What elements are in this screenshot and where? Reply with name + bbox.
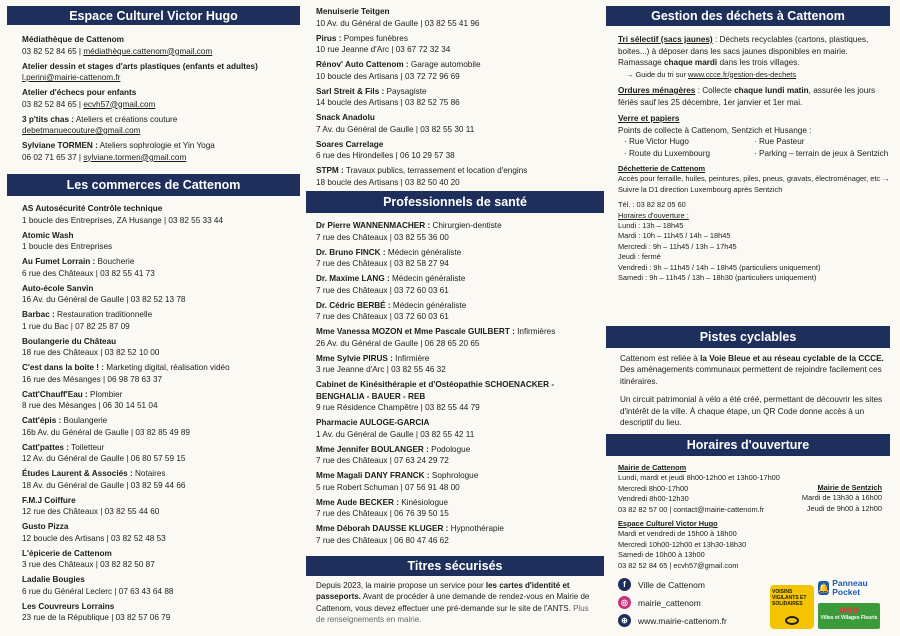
- list-item: [22, 34, 296, 57]
- entry-name: Dr. Cédric BERBÉ :: [316, 300, 391, 310]
- email-link[interactable]: médiathèque.cattenom@gmail.com: [83, 46, 213, 56]
- flowers-icon: ✿✿✿: [838, 606, 860, 615]
- hours-line: Mardi : 10h – 11h45 / 14h – 18h45: [618, 231, 731, 241]
- entry-detail: 03 82 52 84 65 | médiathèque.cattenom@gmail.com: [22, 46, 213, 56]
- entry-detail: 1 Av. du Général de Gaulle | 03 82 55 42 11: [316, 429, 475, 439]
- entry-detail: 23 rue de la République | 03 82 57 06 79: [22, 613, 171, 622]
- entry-detail: 18 rue des Châteaux | 03 82 52 10 00: [22, 348, 160, 357]
- entry-description: Ateliers sophrologie et Yin Yoga: [97, 141, 215, 150]
- list-item: [316, 165, 598, 188]
- entry-name: Gusto Pizza: [22, 522, 69, 531]
- entry-name: Boulangerie du Château: [22, 336, 117, 346]
- villes-fleuris-logo: ✿✿✿ Villes et Villages Fleuris: [818, 603, 880, 629]
- entry-detail: 1 boucle des Entreprises, ZA Husange | 03 82 55 33 44: [22, 215, 224, 225]
- list-item: [22, 468, 296, 491]
- facebook-link[interactable]: f Ville de Cattenom: [618, 578, 705, 591]
- instagram-icon: ◎: [618, 596, 631, 609]
- entry-name: Pirus :: [316, 33, 342, 43]
- email-link[interactable]: sylviane.tormen@gmail.com: [83, 152, 187, 162]
- culture-list: [22, 34, 296, 167]
- entry-name: Médiathèque de Cattenom: [22, 35, 124, 44]
- entry-name: F.M.J Coiffure: [22, 495, 76, 505]
- list-item: [316, 6, 598, 29]
- entry-name: Auto-école Sanvin: [22, 283, 94, 293]
- verre-point: · Parking – terrain de jeux à Sentzich: [754, 148, 889, 158]
- hours-line: Mardi de 13h30 à 16h00: [801, 493, 882, 503]
- entry-name: Barbac :: [22, 310, 55, 319]
- hours-line: Lundi, mardi et jeudi 8h00-12h00 et 13h00-17h00: [618, 473, 780, 483]
- entry-description: Plombier: [87, 389, 123, 399]
- entry-detail: 03 82 52 84 65 | ecvh57@gmail.com: [22, 99, 156, 109]
- section-header-commerces: Les commerces de Cattenom: [7, 174, 300, 196]
- column-left: [0, 0, 304, 636]
- hours-line: Jeudi de 9h00 à 12h00: [806, 503, 882, 513]
- entry-detail: 18 Av. du Général de Gaulle | 03 82 59 44 66: [22, 480, 186, 490]
- entry-detail: 10 rue Jeanne d'Arc | 03 67 72 32 34: [316, 45, 451, 54]
- entry-name: Catt'pattes :: [22, 442, 69, 452]
- entry-detail: 06 02 71 65 37 | sylviane.tormen@gmail.com: [22, 152, 187, 162]
- list-item: [316, 139, 598, 162]
- entry-name: Mme Vanessa MOZON et Mme Pascale GUILBERT :: [316, 327, 515, 336]
- entry-description: Ateliers et créations couture: [74, 114, 178, 124]
- entry-description: Marketing digital, réalisation vidéo: [104, 363, 230, 372]
- list-item: [22, 601, 296, 624]
- entry-name: Atelier d'échecs pour enfants: [22, 88, 137, 97]
- entry-name: Mme Aude BECKER :: [316, 497, 399, 507]
- hours-line: Mercredi 8h00-17h00: [618, 483, 689, 493]
- entry-description: Paysagiste: [384, 86, 427, 96]
- list-item: [22, 283, 296, 306]
- entry-name: Mme Sylvie PIRUS :: [316, 353, 393, 363]
- entry-detail: 1 boucle des Entreprises: [22, 242, 113, 251]
- list-item: [22, 140, 296, 163]
- entry-detail: 7 rue des Châteaux | 03 82 55 36 00: [316, 232, 449, 242]
- entry-detail: 7 rue des Châteaux | 06 76 39 50 15: [316, 509, 449, 518]
- list-item: [316, 417, 598, 440]
- hours-line: Mercredi : 9h – 11h45 / 13h – 17h45: [618, 241, 737, 251]
- entry-name: Atomic Wash: [22, 230, 74, 240]
- hours-line: Vendredi : 9h – 11h45 / 14h – 18h45 (particuliers uniquement): [618, 262, 821, 272]
- entry-detail: 12 Av. du Général de Gaulle | 06 80 57 59 15: [22, 454, 186, 463]
- entry-detail: 6 rue des Hirondelles | 06 10 29 57 38: [316, 151, 455, 160]
- hours-line: Lundi : 13h – 18h45: [618, 221, 684, 231]
- entry-detail: 14 boucle des Artisans | 03 82 52 75 86: [316, 98, 460, 107]
- entry-description: Toiletteur: [68, 442, 105, 452]
- column-middle: [304, 0, 606, 636]
- list-item: [316, 523, 598, 546]
- entry-name: Snack Anadolu: [316, 113, 375, 122]
- entry-detail: 3 rue Jeanne d'Arc | 03 82 55 46 32: [316, 365, 446, 374]
- entry-name: Sarl Streit & Fils :: [316, 86, 385, 96]
- section-header-sante: Professionnels de santé: [306, 191, 604, 213]
- horaires-sentzich: Mairie de Sentzich Mardi de 13h30 à 16h00 Jeudi de 9h00 à 12h00: [796, 483, 882, 514]
- hours-line: Mercredi 10h00-12h00 et 13h30-18h30: [618, 539, 747, 549]
- list-item: [22, 495, 296, 518]
- entry-description: Infirmières: [514, 327, 556, 336]
- entry-name: 3 p'tits chas :: [22, 114, 74, 124]
- entry-name: Dr Pierre WANNENMACHER :: [316, 221, 431, 230]
- globe-icon: ⊕: [618, 614, 631, 627]
- list-item: [22, 309, 296, 332]
- list-item: [316, 273, 598, 296]
- entry-name: Études Laurent & Associés :: [22, 469, 133, 478]
- section-header-horaires: Horaires d'ouverture: [606, 434, 890, 456]
- entry-name: C'est dans la boite ! :: [22, 363, 105, 372]
- entry-name: Mme Déborah DAUSSE KLUGER :: [316, 524, 449, 533]
- list-item: [316, 33, 598, 56]
- entry-description: Travaux publics, terrassement et location d'engins: [343, 166, 528, 175]
- entry-description: Chirurgien-dentiste: [430, 221, 502, 230]
- entry-detail: 3 rue des Châteaux | 03 82 82 50 87: [22, 560, 155, 569]
- entry-name: Les Couvreurs Lorrains: [22, 601, 115, 611]
- entry-detail: 8 rue des Mésanges | 06 30 14 51 04: [22, 401, 158, 410]
- panneau-pocket-logo: 🔔 Panneau Pocket: [818, 578, 868, 597]
- list-item: [316, 59, 598, 82]
- instagram-link[interactable]: ◎ mairie_cattenom: [618, 596, 701, 609]
- entry-name: AS Autosécurité Contrôle technique: [22, 204, 163, 213]
- list-item: [22, 362, 296, 385]
- entry-name: Pharmacie AULOGE-GARCIA: [316, 418, 430, 427]
- list-item: [22, 415, 296, 438]
- entry-description: Médecin généraliste: [385, 247, 462, 257]
- guide-tri-link[interactable]: www.ccce.fr/gestion-des-dechets: [688, 69, 797, 79]
- entry-description: Kinésiologue: [398, 497, 449, 507]
- section-header-titres: Titres sécurisés: [306, 556, 604, 576]
- list-item: [22, 574, 296, 597]
- entry-description: Médecin généraliste: [389, 274, 466, 283]
- entry-detail: 12 rue des Châteaux | 03 82 55 44 60: [22, 507, 160, 516]
- entry-name: Rénov' Auto Cattenom :: [316, 60, 409, 69]
- hours-line: Samedi : 9h – 11h45 / 13h – 18h30 (particuliers uniquement): [618, 273, 817, 283]
- entry-description: Pompes funèbres: [341, 33, 408, 43]
- entry-detail: 7 rue des Châteaux | 03 72 60 03 61: [316, 312, 449, 321]
- hours-line: Jeudi : fermé: [618, 252, 661, 262]
- entry-detail[interactable]: l.perini@mairie-cattenom.fr: [22, 73, 121, 82]
- dechets-section: Tri sélectif (sacs jaunes) : Déchets recyclables (cartons, plastiques, boites...) à déposer dans les sacs jaunes disponibles en mairie. Ramassage chaque mardi dans les trois villages. → Guide du tri sur www.ccce.fr/gestion-des-dechets Ordures ménagères : Collecte chaque lundi matin, assurée les jours fériés sauf les 25 décembre, 1er janvier et 1er mai. Verre et papiers Points de collecte à Cattenom, Sentzich et Husange : · Rue Victor Hugo · Route du Luxembourg · Rue Pasteur · Parking – terrain de jeux à Sentzich Déchetterie de Cattenom Accès pour ferraille, huiles, peintures, piles, pneus, gravats, électroménager, etc → Suivre la D1 direction Luxembourg après Sentzich Tél. : 03 82 82 05 60 Horaires d'ouverture : Lundi : 13h – 18h45 Mardi : 10h – 11h45 / 14h – 18h45 Mercredi : 9h – 11h45 / 13h – 17h45 Jeudi : fermé Vendredi : 9h – 11h45 / 14h – 18h45 (particuliers uniquement) Samedi : 9h – 11h45 / 13h – 18h30 (particuliers uniquement): [618, 35, 890, 283]
- list-item: [22, 203, 296, 226]
- verre-point: · Rue Victor Hugo: [624, 137, 689, 146]
- list-item: [316, 470, 598, 493]
- entry-detail: 10 Av. du Général de Gaulle | 03 82 55 41 96: [316, 18, 480, 28]
- entry-name: L'épicerie de Cattenom: [22, 548, 112, 558]
- entry-name: Ladalie Bougies: [22, 575, 85, 584]
- list-item: [316, 444, 598, 467]
- entry-detail: 1 rue du Bac | 07 82 25 87 09: [22, 321, 130, 331]
- pistes-text: Cattenom est reliée à la Voie Bleue et au réseau cyclable de la CCCE. Des aménagements communaux permettent de rejoindre facilement ces itinéraires. Un circuit patrimonial à vélo a été créé, permettant de découvrir les sites d'intérêt de la ville. À chaque étape, un QR Code donne accès à un descriptif du lieu.: [620, 354, 884, 428]
- list-item: [22, 256, 296, 279]
- verre-point: · Rue Pasteur: [754, 137, 805, 146]
- entry-detail: 7 rue des Châteaux | 03 82 58 27 94: [316, 259, 449, 268]
- entry-description: Médecin généraliste: [390, 300, 467, 310]
- entry-name: Dr. Maxime LANG :: [316, 274, 390, 283]
- entry-description: Notaires: [132, 469, 166, 478]
- titres-text: Depuis 2023, la mairie propose un service pour les cartes d'identité et passeports. Avant de procéder à une demande de rendez-vous en Mairie de Cattenom, vous devez effectuer une pré-demande sur le site de l'ANTS. Plus de renseignements en mairie.: [316, 581, 590, 625]
- list-item: [316, 353, 598, 376]
- eye-icon: [785, 616, 799, 625]
- entry-name: Atelier dessin et stages d'arts plastiques (enfants et adultes): [22, 61, 258, 71]
- list-item: [316, 112, 598, 135]
- entry-name: Au Fumet Lorrain :: [22, 257, 96, 266]
- entry-name: STPM :: [316, 166, 344, 175]
- entry-detail: 7 rue des Châteaux | 07 63 24 29 72: [316, 456, 449, 465]
- entry-detail[interactable]: debetmanuecouture@gmail.com: [22, 126, 141, 135]
- list-item: [22, 548, 296, 571]
- entry-detail: 6 rue des Châteaux | 03 82 55 41 73: [22, 268, 155, 278]
- horaires-mairie: Mairie de Cattenom Lundi, mardi et jeudi 8h00-12h00 et 13h00-17h00 Mercredi 8h00-17h00 Vendredi 8h00-12h30 03 82 82 57 00 | contact@mairie-cattenom.fr Espace Culturel Victor Hugo Mardi et vendredi de 15h00 à 18h00 Mercredi 10h00-12h00 et 13h30-18h30 Samedi de 10h00 à 13h00 03 82 52 84 65 | ecvh57@gmail.com: [618, 463, 798, 571]
- entry-name: Cabinet de Kinésithérapie et d'Ostéopathie SCHOENACKER - BENGHALIA - BAUER - REB: [316, 380, 555, 401]
- list-item: [22, 336, 296, 359]
- column-right: [606, 0, 900, 636]
- entry-name: Sylviane TORMEN :: [22, 141, 98, 150]
- facebook-icon: f: [618, 578, 631, 591]
- website-link[interactable]: ⊕ www.mairie-cattenom.fr: [618, 614, 727, 627]
- section-header-pistes: Pistes cyclables: [606, 326, 890, 348]
- entry-description: Garage automobile: [408, 60, 481, 69]
- list-item: [316, 86, 598, 109]
- hours-line: Samedi de 10h00 à 13h00: [618, 550, 705, 560]
- sante-list: [316, 220, 598, 550]
- entry-detail: 7 Av. du Général de Gaulle | 03 82 55 30 11: [316, 124, 475, 134]
- list-item: [316, 300, 598, 323]
- entry-detail: 10 boucle des Artisans | 03 72 72 96 69: [316, 71, 460, 81]
- entry-detail: 18 boucle des Artisans | 03 82 50 40 20: [316, 177, 460, 187]
- verre-points: [618, 136, 890, 159]
- list-item: [316, 220, 598, 243]
- verre-point: · Route du Luxembourg: [624, 148, 711, 158]
- list-item: [22, 389, 296, 412]
- entry-name: Soares Carrelage: [316, 139, 384, 149]
- entry-description: Hypnothérapie: [448, 524, 504, 533]
- entry-name: Dr. Bruno FINCK :: [316, 247, 386, 257]
- hours-line: 03 82 52 84 65 | ecvh57@gmail.com: [618, 560, 739, 570]
- entry-detail: 16 Av. du Général de Gaulle | 03 82 52 13 78: [22, 295, 186, 304]
- list-item: [22, 87, 296, 110]
- entry-name: Mme Jennifer BOULANGER :: [316, 444, 429, 454]
- list-item: [316, 326, 598, 349]
- entry-detail: 9 rue Résidence Champêtre | 03 82 55 44 79: [316, 403, 480, 412]
- entry-description: Boucherie: [95, 257, 135, 266]
- entry-name: Menuiserie Teitgen: [316, 7, 390, 16]
- hours-line: 03 82 82 57 00 | contact@mairie-cattenom.fr: [618, 504, 765, 514]
- entry-description: Sophrologue: [429, 471, 479, 480]
- list-item: [22, 114, 296, 137]
- entry-description: Restauration traditionnelle: [54, 310, 153, 319]
- voisins-vigilants-logo: VOISINS VIGILANTS ET SOLIDAIRES: [770, 585, 814, 629]
- entry-detail: 5 rue Robert Schuman | 07 56 91 48 00: [316, 482, 460, 492]
- list-item: [22, 61, 296, 84]
- list-item: [316, 247, 598, 270]
- panneau-pocket-icon: 🔔: [818, 583, 830, 593]
- entry-description: Boulangerie: [61, 416, 108, 425]
- entry-detail: 16b Av. du Général de Gaulle | 03 82 85 49 89: [22, 427, 190, 437]
- entry-description: Podologue: [428, 444, 471, 454]
- entry-name: Catt'Chauff'Eau :: [22, 389, 88, 399]
- commerces-list-middle: [316, 6, 598, 192]
- section-header-espace-culturel: Espace Culturel Victor Hugo: [7, 6, 300, 25]
- entry-detail: 12 boucle des Artisans | 03 82 52 48 53: [22, 533, 166, 543]
- entry-description: Infirmière: [392, 353, 430, 363]
- entry-detail: 16 rue des Mésanges | 06 98 78 63 37: [22, 374, 163, 384]
- entry-detail: 26 Av. du Général de Gaulle | 06 28 65 20 65: [316, 338, 480, 348]
- section-header-dechets: Gestion des déchets à Cattenom: [606, 6, 890, 26]
- list-item: [316, 379, 598, 414]
- entry-detail: 6 rue du Général Leclerc | 07 63 43 64 88: [22, 586, 174, 596]
- email-link[interactable]: ecvh57@gmail.com: [83, 99, 156, 109]
- entry-detail: 7 rue des Châteaux | 03 72 60 03 61: [316, 285, 449, 295]
- entry-name: Catt'épis :: [22, 416, 62, 425]
- entry-detail: 7 rue des Châteaux | 06 80 47 46 62: [316, 535, 449, 545]
- list-item: [22, 442, 296, 465]
- list-item: [316, 497, 598, 520]
- commerces-list-left: [22, 203, 296, 627]
- list-item: [22, 230, 296, 253]
- entry-name: Mme Magali DANY FRANCK :: [316, 471, 430, 480]
- list-item: [22, 521, 296, 544]
- hours-line: Vendredi 8h00-12h30: [618, 494, 689, 504]
- hours-line: Mardi et vendredi de 15h00 à 18h00: [618, 529, 737, 539]
